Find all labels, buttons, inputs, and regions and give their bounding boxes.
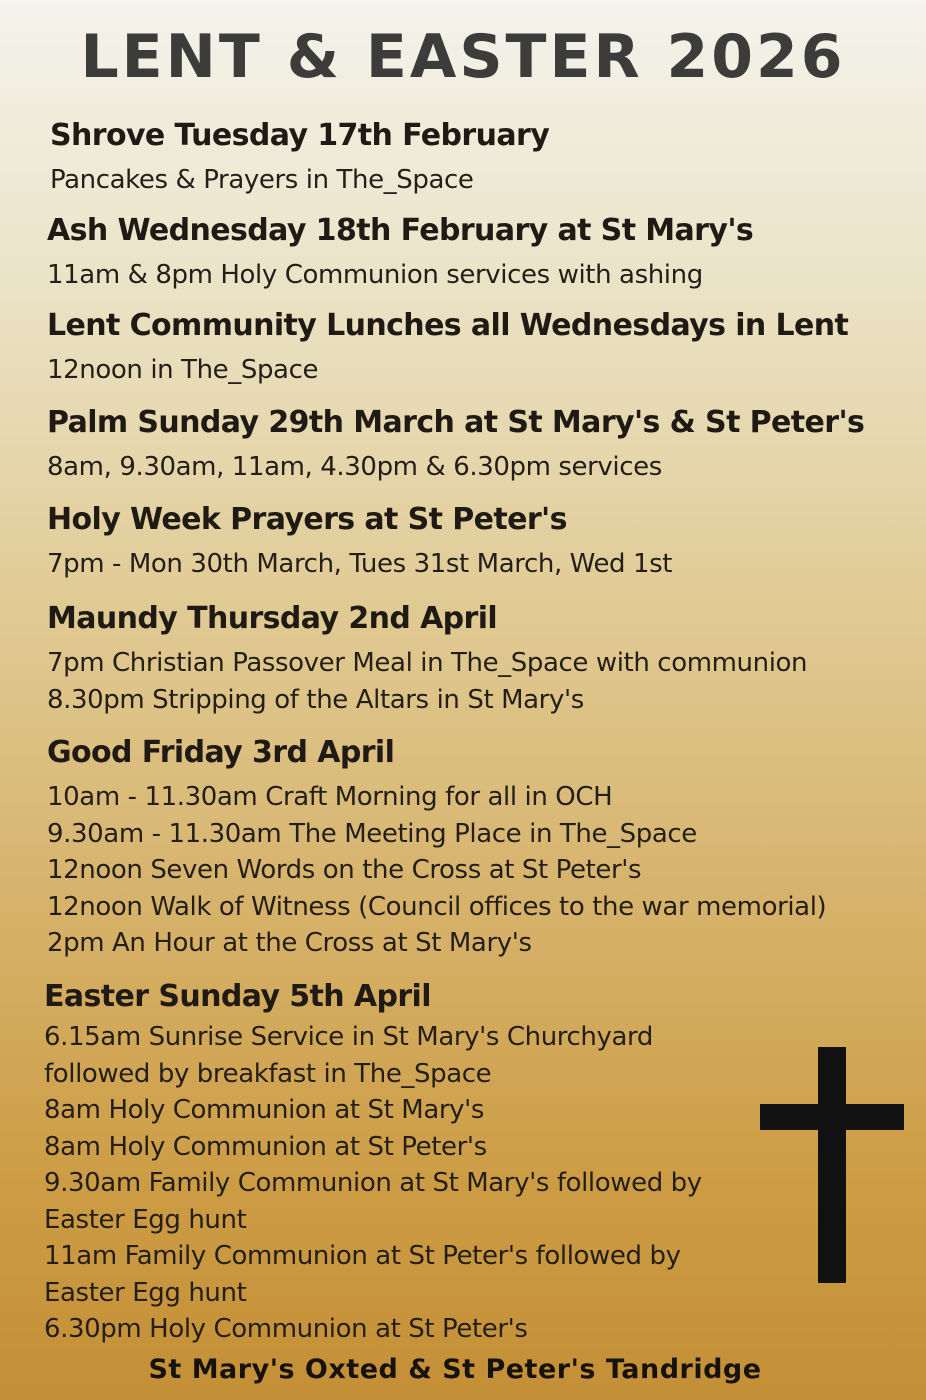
footer-churches: St Mary's Oxted & St Peter's Tandridge (148, 1354, 762, 1385)
event-detail: 11am Family Communion at St Peter's followed by (44, 1241, 681, 1271)
event-detail: 9.30am - 11.30am The Meeting Place in The_Space (47, 818, 697, 849)
event-heading: Palm Sunday 29th March at St Mary's & St Peter's (47, 405, 865, 440)
event-heading: Good Friday 3rd April (47, 735, 395, 770)
event-detail: 9.30am Family Communion at St Mary's followed by (44, 1168, 702, 1198)
event-shrove-tuesday (50, 116, 549, 199)
event-heading: Ash Wednesday 18th February at St Mary's (47, 213, 754, 248)
event-good-friday (47, 733, 826, 962)
event-detail: 11am & 8pm Holy Communion services with ashing (47, 260, 703, 290)
event-detail: Easter Egg hunt (44, 1277, 247, 1308)
event-detail: 10am - 11.30am Craft Morning for all in OCH (47, 782, 613, 812)
event-detail: 7pm Christian Passover Meal in The_Space with communion (47, 648, 808, 678)
event-detail: 8am Holy Communion at St Peter's (44, 1131, 487, 1162)
event-heading: Lent Community Lunches all Wednesdays in Lent (47, 308, 849, 343)
event-palm-sunday (47, 403, 864, 486)
event-heading: Shrove Tuesday 17th February (50, 118, 550, 153)
event-heading: Maundy Thursday 2nd April (47, 601, 498, 636)
event-detail: 8am, 9.30am, 11am, 4.30pm & 6.30pm services (47, 452, 662, 482)
event-detail: 7pm - Mon 30th March, Tues 31st March, Wed 1st (47, 549, 673, 579)
event-detail: 2pm An Hour at the Cross at St Mary's (47, 928, 532, 958)
event-detail: Pancakes & Prayers in The_Space (50, 165, 474, 195)
poster-title: LENT & EASTER 2026 (80, 22, 846, 92)
event-detail: 12noon Seven Words on the Cross at St Peter's (47, 855, 642, 885)
cross-vertical-beam (818, 1047, 846, 1283)
event-detail: Easter Egg hunt (44, 1204, 247, 1235)
event-detail: 6.15am Sunrise Service in St Mary's Churchyard (44, 1022, 653, 1052)
event-ash-wednesday (47, 211, 753, 294)
event-detail: 12noon in The_Space (47, 355, 319, 385)
event-detail: 6.30pm Holy Communion at St Peter's (44, 1314, 528, 1344)
event-lent-lunches (47, 306, 848, 389)
event-detail: 8am Holy Communion at St Mary's (44, 1095, 485, 1125)
event-detail: 12noon Walk of Witness (Council offices to the war memorial) (47, 891, 827, 922)
event-easter-sunday (44, 977, 702, 1348)
event-detail: 8.30pm Stripping of the Altars in St Mary's (47, 684, 584, 715)
event-heading: Holy Week Prayers at St Peter's (47, 502, 567, 537)
event-holy-week (47, 500, 672, 583)
cross-icon (760, 1047, 904, 1283)
cross-horizontal-beam (760, 1104, 904, 1130)
event-maundy-thursday (47, 599, 807, 718)
event-heading: Easter Sunday 5th April (44, 979, 431, 1014)
event-detail: followed by breakfast in The_Space (44, 1058, 492, 1089)
